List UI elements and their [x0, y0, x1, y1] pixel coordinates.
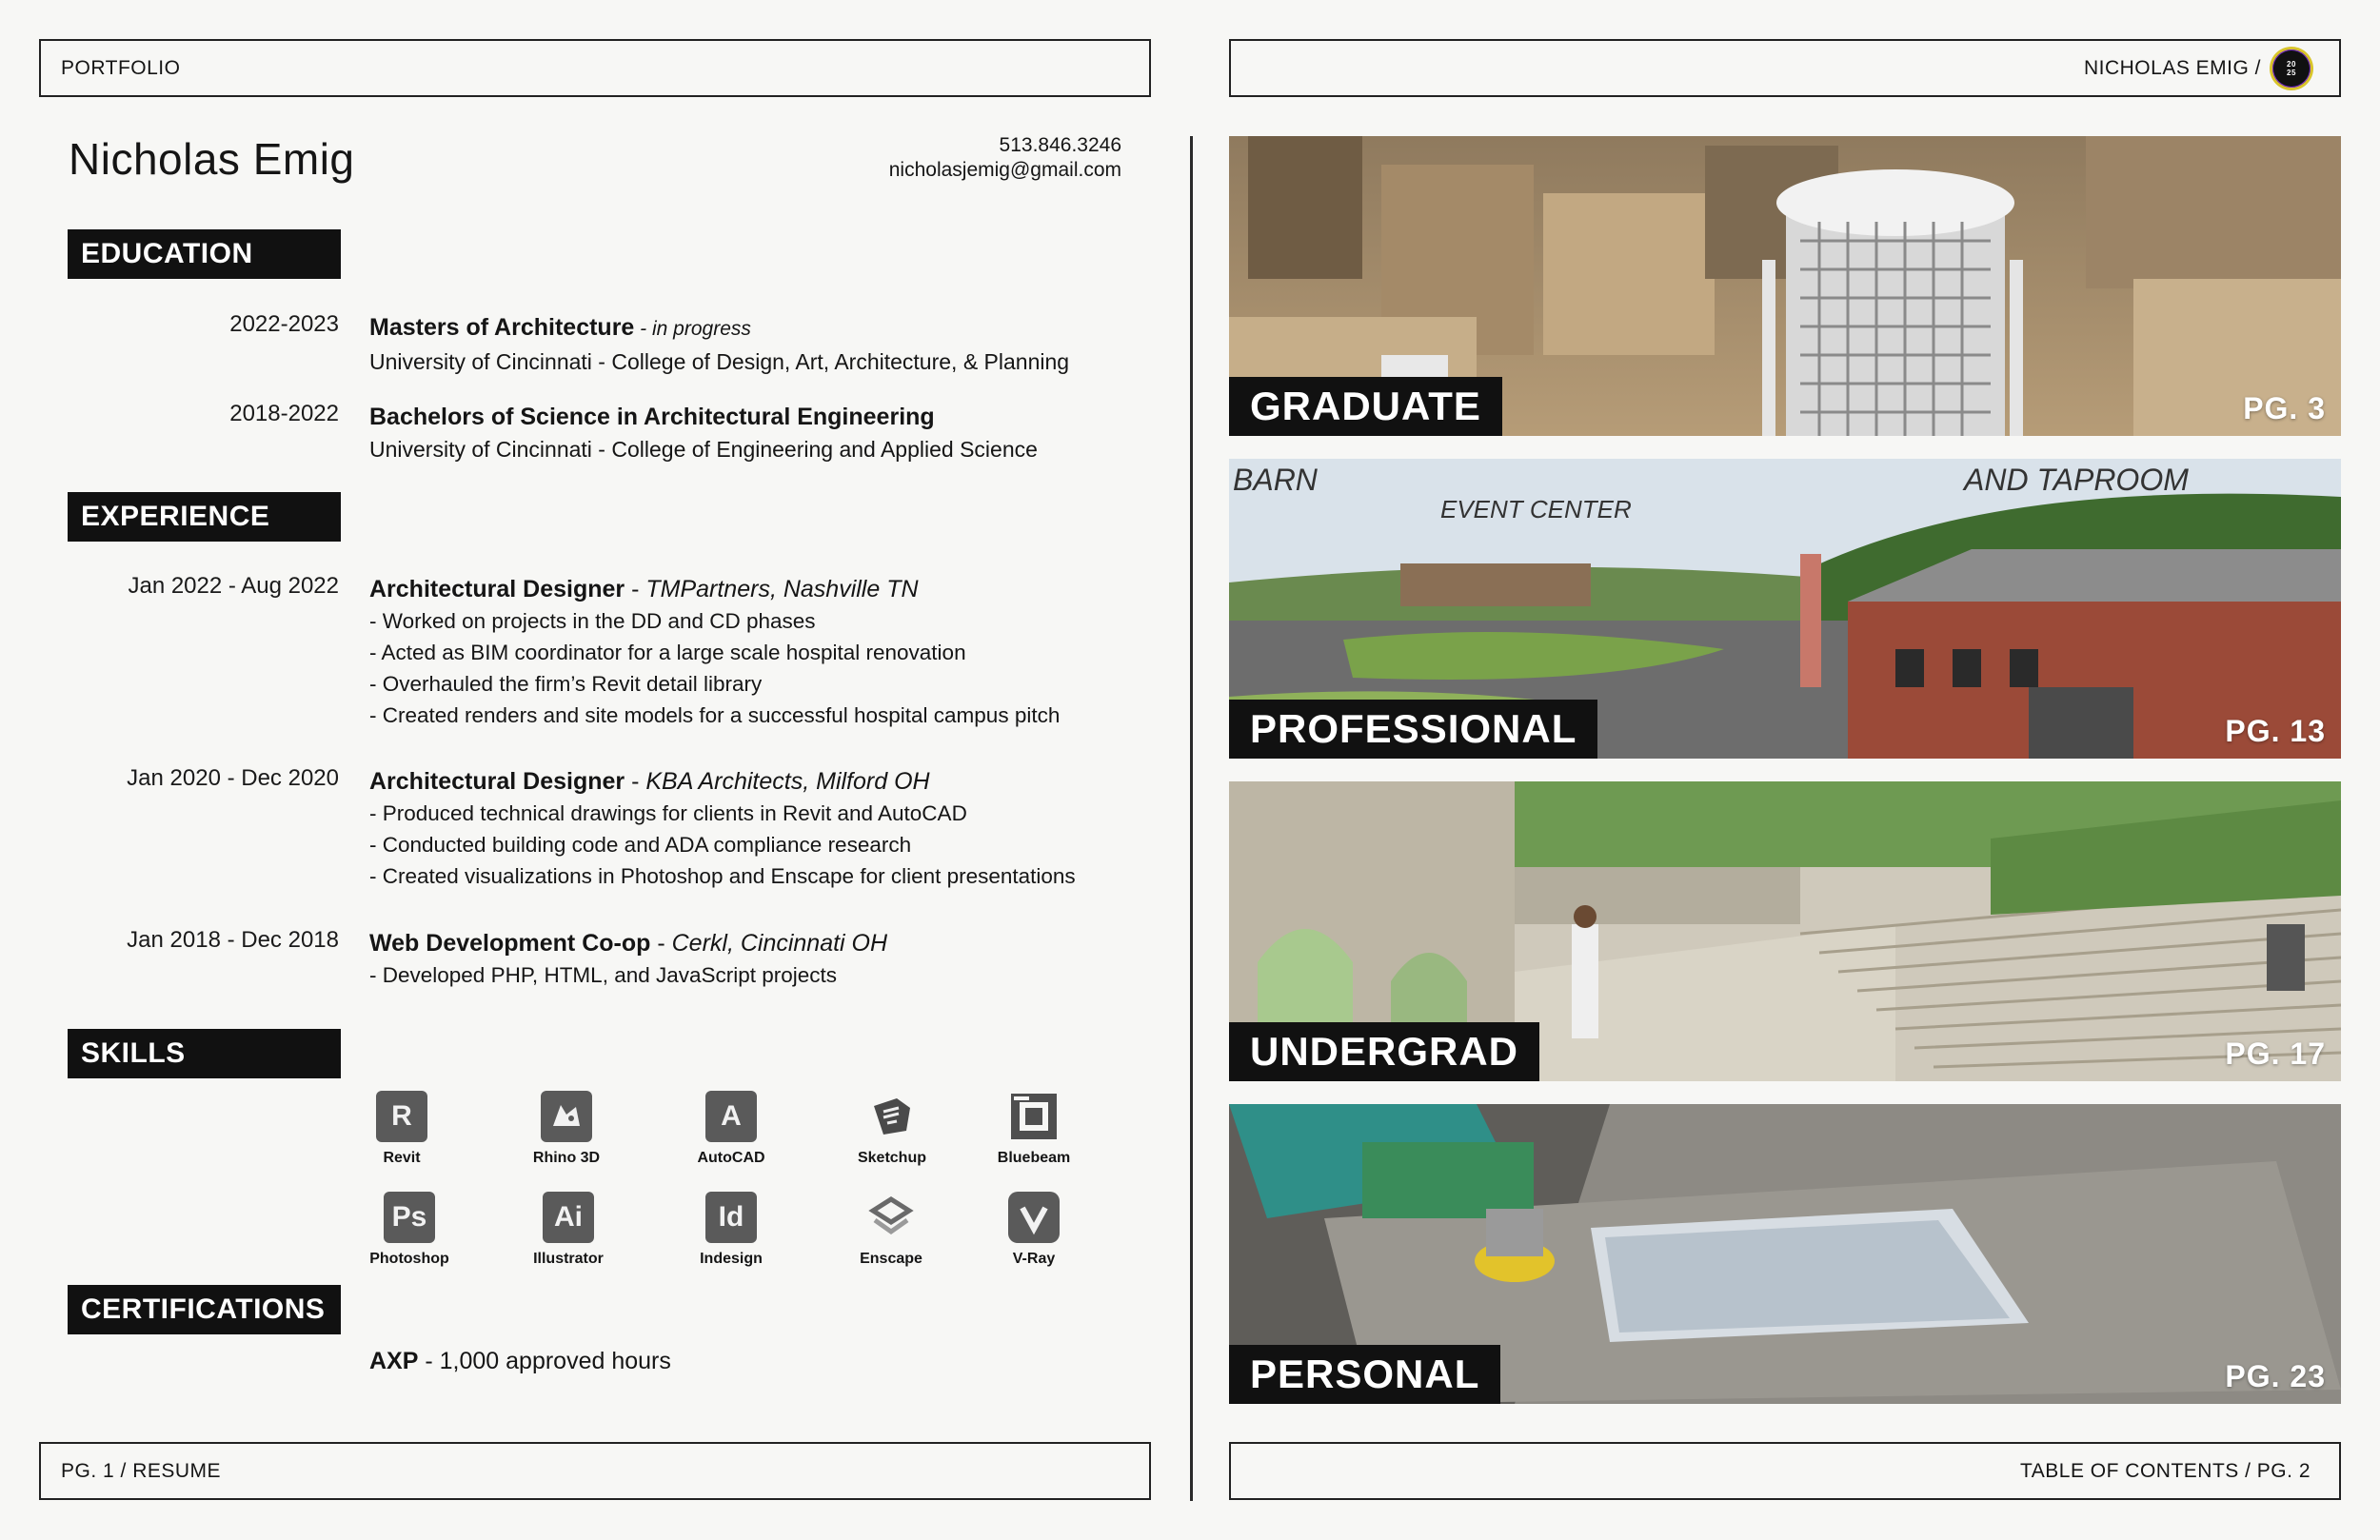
toc-page-number: PG. 17: [2225, 1037, 2326, 1071]
certification-item: AXP - 1,000 approved hours: [369, 1348, 671, 1374]
degree-note: - in progress: [634, 318, 751, 340]
footer-label: PG. 1 / RESUME: [61, 1459, 222, 1482]
entry-date: 2018-2022: [229, 401, 339, 426]
indesign-icon: Id: [705, 1192, 757, 1243]
bullet-item: - Created renders and site models for a successful hospital campus pitch: [369, 703, 1061, 727]
skill-revit: R Revit: [345, 1091, 459, 1167]
experience-heading: EXPERIENCE: [68, 492, 341, 542]
toc-label: GRADUATE: [1229, 377, 1502, 436]
job-company: TMPartners, Nashville TN: [645, 576, 919, 602]
image-caption: AND TAPROOM: [1964, 463, 2189, 497]
illustrator-icon: Ai: [543, 1192, 594, 1243]
resume-name: Nicholas Emig: [69, 134, 355, 184]
entry-date: Jan 2020 - Dec 2020: [127, 765, 339, 791]
bullet-item: - Acted as BIM coordinator for a large scale hospital renovation: [369, 641, 966, 664]
toc-personal-panel[interactable]: [1229, 1104, 2341, 1404]
entry-date: Jan 2022 - Aug 2022: [128, 573, 339, 599]
skills-heading: SKILLS: [68, 1029, 341, 1078]
sketchup-icon: [866, 1091, 918, 1142]
entry-date: Jan 2018 - Dec 2018: [127, 927, 339, 953]
skill-bluebeam: Bluebeam: [977, 1091, 1091, 1167]
job-company: KBA Architects, Milford OH: [645, 768, 930, 795]
left-footer: [39, 1442, 1151, 1500]
bullet-item: - Created visualizations in Photoshop and Enscape for client presentations: [369, 864, 1076, 888]
skill-enscape: Enscape: [834, 1192, 948, 1268]
enscape-icon: [865, 1192, 917, 1243]
footer-label: TABLE OF CONTENTS / PG. 2: [2020, 1459, 2311, 1482]
toc-page-number: PG. 3: [2243, 391, 2326, 425]
degree-title: Bachelors of Science in Architectural Engineering: [369, 404, 935, 430]
vray-icon: [1008, 1192, 1060, 1243]
contact-info: [889, 133, 1121, 183]
toc-label: UNDERGRAD: [1229, 1022, 1539, 1081]
revit-icon: R: [376, 1091, 427, 1142]
entry-date: 2022-2023: [229, 311, 339, 337]
header-label: PORTFOLIO: [61, 56, 181, 79]
certifications-heading: CERTIFICATIONS: [68, 1285, 341, 1334]
skill-autocad: A AutoCAD: [674, 1091, 788, 1167]
bullet-item: - Worked on projects in the DD and CD phases: [369, 609, 816, 633]
toc-page-number: PG. 23: [2225, 1359, 2326, 1393]
toc-undergrad-panel[interactable]: [1229, 781, 2341, 1081]
school-name: University of Cincinnati - College of Design, Art, Architecture, & Planning: [369, 349, 1070, 374]
email-address: nicholasjemig@gmail.com: [888, 159, 1121, 181]
toc-professional-panel[interactable]: [1229, 459, 2341, 759]
job-role: Architectural Designer: [369, 768, 625, 795]
toc-label: PROFESSIONAL: [1229, 700, 1597, 759]
education-heading: EDUCATION: [68, 229, 341, 279]
bullet-item: - Produced technical drawings for clients in Revit and AutoCAD: [369, 801, 967, 825]
bullet-item: - Overhauled the firm’s Revit detail library: [369, 672, 763, 696]
job-role: Web Development Co-op: [369, 930, 651, 957]
logo-badge: 20 25: [2272, 49, 2311, 88]
page-divider: [1190, 136, 1193, 1501]
skill-indesign: Id Indesign: [674, 1192, 788, 1268]
job-company: Cerkl, Cincinnati OH: [671, 930, 888, 957]
right-footer: [1229, 1442, 2341, 1500]
separator: -: [625, 768, 646, 795]
left-header: [39, 39, 1151, 97]
skill-photoshop: Ps Photoshop: [352, 1192, 466, 1268]
image-caption: BARN: [1233, 463, 1318, 497]
skill-illustrator: Ai Illustrator: [511, 1192, 625, 1268]
bullet-item: - Developed PHP, HTML, and JavaScript projects: [369, 963, 838, 987]
right-header: [1229, 39, 2341, 97]
image-caption: EVENT CENTER: [1440, 495, 1632, 523]
skill-rhino: Rhino 3D: [509, 1091, 624, 1167]
toc-page-number: PG. 13: [2225, 714, 2326, 748]
school-name: University of Cincinnati - College of Engineering and Applied Science: [369, 437, 1038, 462]
degree-title: Masters of Architecture: [369, 314, 635, 341]
phone-number: 513.846.3246: [999, 134, 1121, 156]
job-role: Architectural Designer: [369, 576, 625, 602]
autocad-icon: A: [705, 1091, 757, 1142]
separator: -: [625, 576, 646, 602]
separator: -: [650, 930, 672, 957]
photoshop-icon: Ps: [384, 1192, 435, 1243]
skill-vray: V-Ray: [977, 1192, 1091, 1268]
rhino-icon: [541, 1091, 592, 1142]
bluebeam-icon: [1008, 1091, 1060, 1142]
toc-label: PERSONAL: [1229, 1345, 1500, 1404]
toc-graduate-panel[interactable]: [1229, 136, 2341, 436]
header-name: NICHOLAS EMIG /: [2083, 56, 2261, 79]
skill-sketchup: Sketchup: [835, 1091, 949, 1167]
bullet-item: - Conducted building code and ADA compliance research: [369, 833, 912, 857]
